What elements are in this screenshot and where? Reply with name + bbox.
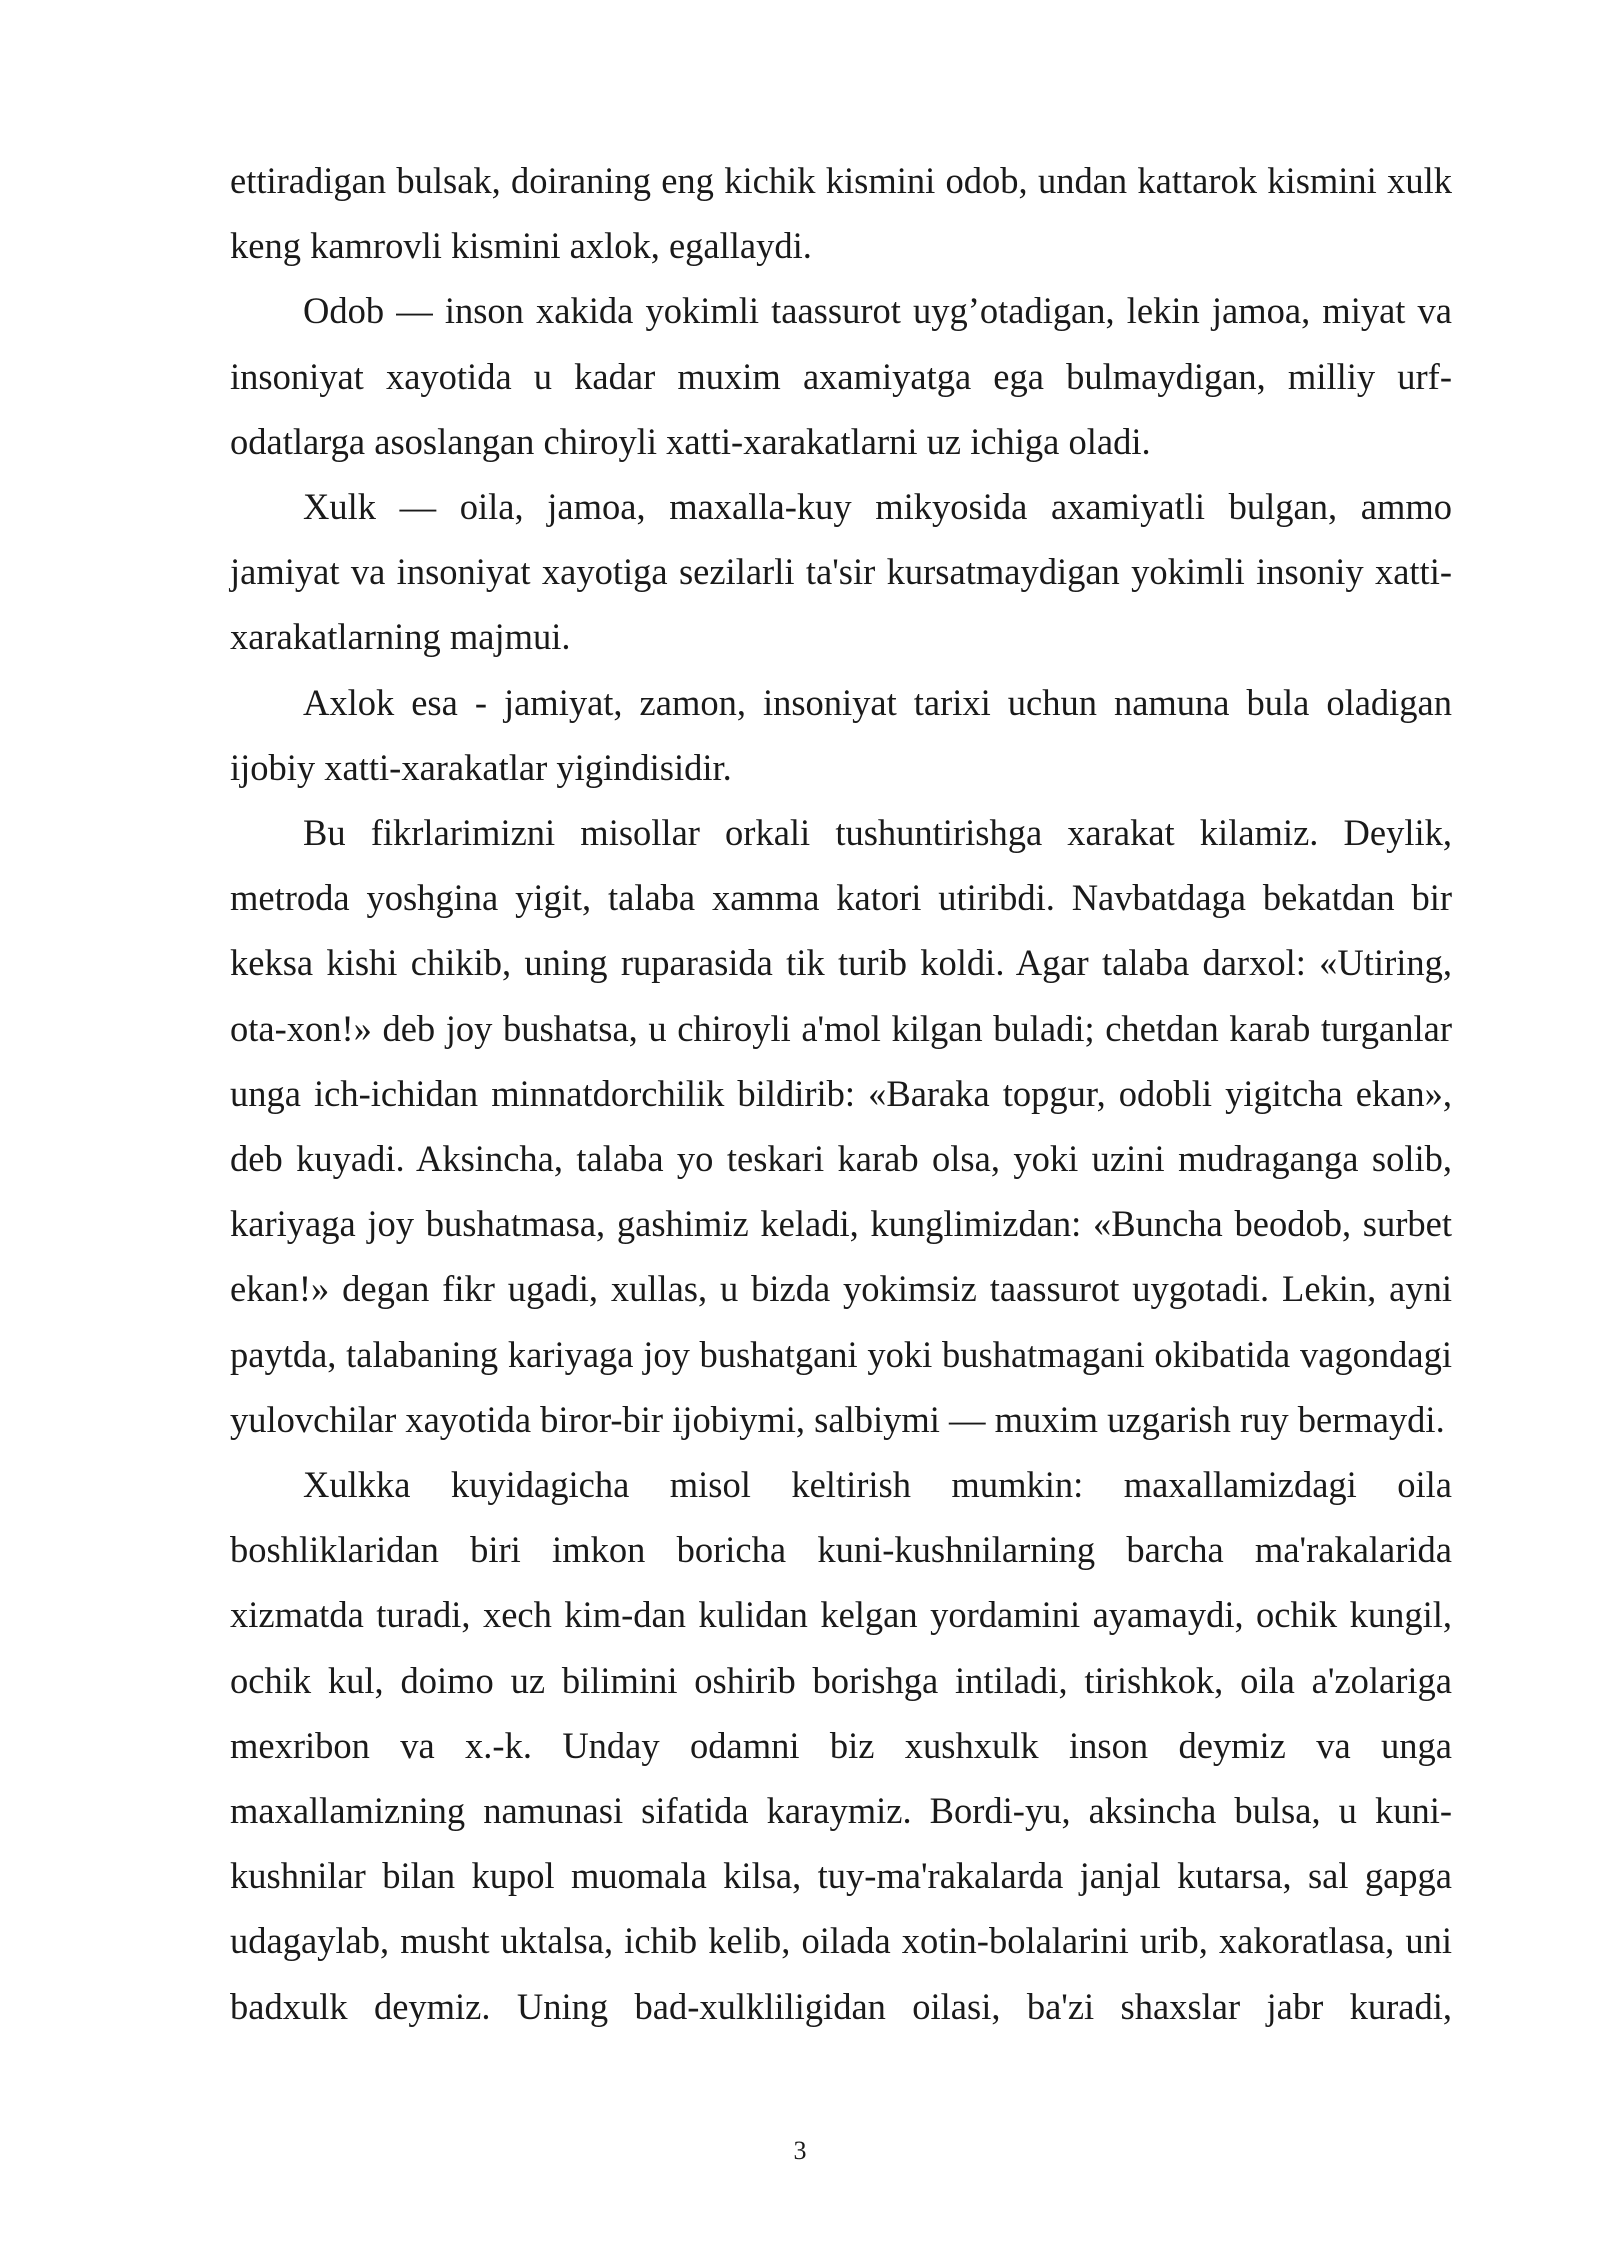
paragraph-odob: Odob — inson xakida yokimli taassurot uyg’otadigan, lekin jamoa, miyat va insoniyat xayotida u kadar muxim axamiyatga ega bulmaydigan, milliy urf-odatlarga asoslangan chiroyli xatti-xarakatlarni uz ichiga oladi.	[230, 290, 1452, 462]
paragraph-example-xulk: Xulkka kuyidagicha misol keltirish mumkin: maxallamizdagi oila boshliklaridan biri imkon boricha kuni-kushnilarning barcha ma'rakalarida xizmatda turadi, xech kim-dan kulidan kelgan yordamini ayamaydi, ochik kungil, ochik kul, doimo uz bilimini oshirib borishga intiladi, tirishkok, oila a'zolariga mexribon va x.-k. Unday odamni biz xushxulk inson deymiz va unga maxallamizning namunasi sifatida karaymiz. Bordi-yu, aksincha bulsa, u kuni-kushnilar bilan kupol muomala kilsa, tuy-ma'rakalarda janjal kutarsa, sal gapga udagaylab, musht uktalsa, ichib kelib, oilada xotin-bolalarini urib, xakoratlasa, uni badxulk deymiz. Uning bad-xulkliligidan oilasi, ba'zi shaxslar jabr kuradi,	[230, 1464, 1452, 2027]
body-text	[230, 148, 1452, 2039]
page-number: 3	[793, 2136, 807, 2165]
paragraph-continuation: ettiradigan bulsak, doiraning eng kichik kismini odob, undan kattarok kismini xulk keng kamrovli kismini axlok, egallaydi.	[230, 160, 1452, 267]
paragraph-axlok: Axlok esa - jamiyat, zamon, insoniyat tarixi uchun namuna bula oladigan ijobiy xatti-xarakatlar yigindisidir.	[230, 681, 1452, 788]
paragraph-example-metro: Bu fikrlarimizni misollar orkali tushuntirishga xarakat kilamiz. Deylik, metroda yoshgina yigit, talaba xamma katori utiribdi. Navbatdaga bekatdan bir keksa kishi chikib, uning ruparasida tik turib koldi. Agar talaba darxol: «Utiring, ota-xon!» deb joy bushatsa, u chiroyli a'mol kilgan buladi; chetdan karab turganlar unga ich-ichidan minnatdorchilik bildirib: «Baraka topgur, odobli yigitcha ekan», deb kuyadi. Aksincha, talaba yo teskari karab olsa, yoki uzini mudraganga solib, kariyaga joy bushatmasa, gashimiz keladi, kunglimizdan: «Buncha beodob, surbet ekan!» degan fikr ugadi, xullas, u bizda yokimsiz taassurot uygotadi. Lekin, ayni paytda, talabaning kariyaga joy bushatgani yoki bushatmagani okibatida vagondagi yulovchilar xayotida biror-bir ijobiymi, salbiymi — muxim uzgarish ruy bermaydi.	[230, 812, 1452, 1440]
paragraph-xulk: Xulk — oila, jamoa, maxalla-kuy mikyosida axamiyatli bulgan, ammo jamiyat va insoniyat xayotiga sezilarli ta'sir kursatmaydigan yokimli insoniy xatti-xarakatlarning majmui.	[230, 486, 1452, 658]
